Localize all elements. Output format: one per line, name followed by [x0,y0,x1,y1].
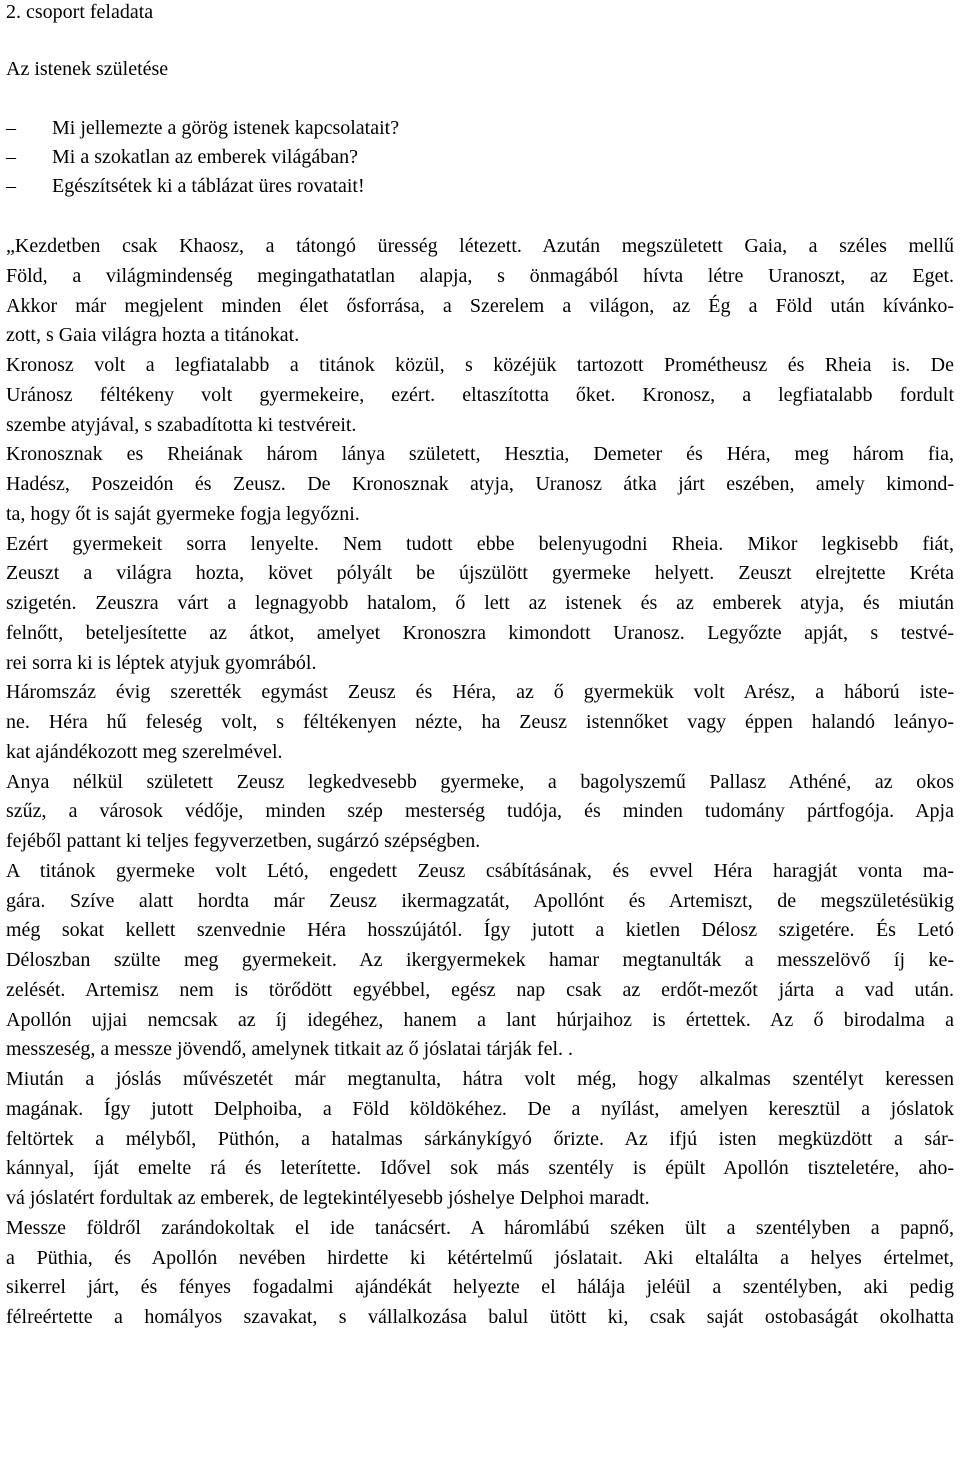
paragraph-line: Anya nélkül született Zeusz legkedvesebb gyermeke, a bagolyszemű Pallasz Athéné, az okos [6,770,954,793]
paragraph-line: Ezért gyermekeit sorra lenyelte. Nem tudott ebbe belenyugodni Rheia. Mikor legkisebb fiát, [6,532,954,555]
task-list [6,114,399,201]
paragraph-line: Kronosz volt a legfiatalabb a titánok közül, s közéjük tartozott Prométheusz és Rheia is. De [6,354,954,376]
paragraph-line: kánnyal, íját emelte rá és leterítette. Idővel sok más szentély is épült Apollón tiszteletére, aho- [6,1157,954,1180]
paragraph-line: szigetén. Zeuszra várt a legnagyobb hatalom, ő lett az istenek és az emberek atyja, és miután [6,592,954,614]
paragraph-line: Hadész, Poszeidón és Zeusz. De Kronosznak atyja, Uranosz átka járt eszében, amely kimond- [6,473,954,495]
task-text: Mi jellemezte a görög istenek kapcsolatait? [52,117,400,139]
task-item [6,172,399,201]
task-text: Egészítsétek ki a táblázat üres rovatait! [52,175,365,197]
paragraph-line: ne. Héra hű feleség volt, s féltékenyen nézte, ha Zeusz istennőket vagy éppen halandó leányo- [6,711,954,733]
dash-bullet: – [6,117,16,139]
paragraph-line: Akkor már megjelent minden élet ősforrása, a Szerelem a világon, az Ég a Föld után kívánko- [6,294,954,317]
paragraph [6,440,954,529]
paragraph-line: Messze földről zarándokoltak el ide tanácsért. A háromlábú széken ült a szentélyben a papnő, [6,1216,954,1239]
dash-bullet: – [6,175,16,197]
paragraph [6,678,954,767]
paragraph [6,232,954,351]
paragraph-line: Zeuszt a világra hozta, követ pólyált be újszülött gyermeke helyett. Zeuszt elrejtette Kréta [6,562,954,585]
paragraph-line: fejéből pattant ki teljes fegyverzetben, sugárzó szépségben. [6,830,481,852]
paragraph-line: zelését. Artemisz nem is törődött egyébbel, egész nap csak az erdőt-mezőt járta a vad után. [6,978,954,1001]
paragraph-line: gára. Szíve alatt hordta már Zeusz ikermagzatát, Apollónt és Artemiszt, de megszületésükig [6,889,954,912]
paragraph-line: szembe atyjával, s szabadította ki testvéreit. [6,413,357,436]
paragraph-line: Miután a jóslás művészetét már megtanulta, hátra volt még, hogy alkalmas szentélyt keressen [6,1068,954,1090]
task-text: Mi a szokatlan az emberek világában? [52,146,358,168]
paragraph-line: félreértette a homályos szavakat, s vállalkozása balul ütött ki, csak saját ostobaságát okolhatta [6,1306,954,1328]
paragraph-line: feltörtek a mélyből, Püthón, a hatalmas sárkánykígyó őrizte. Az ifjú isten megküzdött a sár- [6,1127,954,1150]
paragraph-line: Uránosz féltékeny volt gyermekeire, ezért. eltaszította őket. Kronosz, a legfiatalabb fordult [6,383,954,406]
paragraph [6,351,954,440]
topic-title: Az istenek születése [6,58,169,80]
paragraph-line: a Püthia, és Apollón nevében hirdette ki kétértelmű jóslatait. Aki eltalálta a helyes értelmet, [6,1246,954,1269]
paragraph [6,857,954,1065]
dash-bullet: – [6,146,16,168]
paragraph-line: A titánok gyermeke volt Létó, engedett Zeusz csábításának, és evvel Héra haragját vonta ma- [6,859,954,882]
paragraph-line: sikerrel járt, és fényes fogadalmi ajándékát helyezte el hálája jeléül a szentélyben, aki pedig [6,1276,954,1299]
paragraph [6,1214,954,1333]
paragraph-line: szűz, a városok védője, minden szép mesterség tudója, és minden tudomány pártfogója. Apja [6,800,954,823]
paragraph-line: kat ajándékozott meg szerelmével. [6,740,283,763]
task-item [6,143,399,172]
paragraph-line: vá jóslatért fordultak az emberek, de legtekintélyesebb jóshelye Delphoi maradt. [6,1187,650,1209]
paragraph-line: magának. Így jutott Delphoiba, a Föld köldökéhez. De a nyílást, amelyen keresztül a jóslatok [6,1097,954,1120]
paragraph [6,768,954,857]
paragraph-line: rei sorra ki is léptek atyjuk gyomrából. [6,651,317,674]
paragraph-line: Déloszban szülte meg gyermekeit. Az ikergyermekek hamar megtanulták a messzelövő íj ke- [6,949,954,971]
paragraph [6,530,954,679]
paragraph [6,1065,954,1214]
paragraph-line: Kronosznak es Rheiának három lánya született, Hesztia, Demeter és Héra, meg három fia, [6,443,954,466]
task-item [6,114,399,143]
paragraph-line: még sokat kellett szenvednie Héra hosszújától. Így jutott a kietlen Délosz szigetére. És Letó [6,919,954,942]
paragraph-line: Háromszáz évig szerették egymást Zeusz és Héra, az ő gyermekük volt Arész, a háború iste- [6,681,954,704]
paragraph-line: Apollón ujjai nemcsak az íj idegéhez, hanem a lant húrjaihoz is értettek. Az ő birodalma a [6,1008,954,1031]
paragraph-line: felnőtt, beteljesítette az átkot, amelyet Kronoszra kimondott Uranosz. Legyőzte apját, s testvé- [6,621,954,644]
paragraph-line: Föld, a világmindenség megingathatatlan alapja, s önmagából hívta létre Uranoszt, az Eget. [6,264,954,287]
paragraph-line: messzeség, a messze jövendő, amelynek titkait az ő jóslatai tárják fel. . [6,1038,574,1061]
paragraph-line: ta, hogy őt is saját gyermeke fogja legyőzni. [6,502,360,525]
myth-text [6,232,954,1333]
paragraph-line: zott, s Gaia világra hozta a titánokat. [6,324,300,347]
paragraph-line: „Kezdetben csak Khaosz, a tátongó üresség létezett. Azután megszületett Gaia, a széles mellű [6,235,954,257]
group-title: 2. csoport feladata [6,1,154,23]
